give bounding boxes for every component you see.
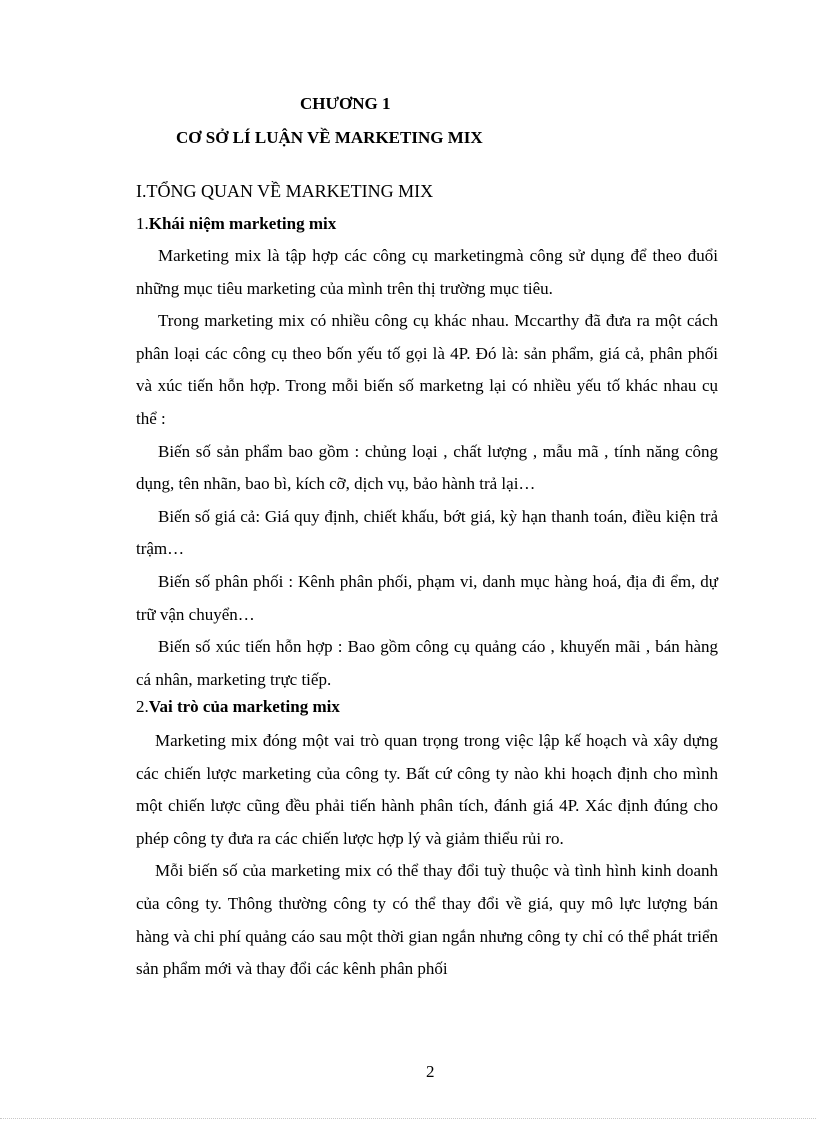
role-body bbox=[136, 725, 718, 986]
subsection-heading-role bbox=[136, 697, 340, 717]
chapter-subtitle: CƠ SỞ LÍ LUẬN VỀ MARKETING MIX bbox=[176, 128, 483, 147]
paragraph: Mỗi biến số của marketing mix có thể thay đổi tuỳ thuộc và tình hình kinh doanh của công ty. Thông thường công ty có thể thay đổi về giá, quy mô lực lượng bán hàng và chi phí quảng cáo sau một thời gian ngắn nhưng công ty chỉ có thể phát triển sản phẩm mới và thay đổi các kênh phân phối bbox=[136, 861, 718, 979]
paragraph: Marketing mix là tập hợp các công cụ marketingmà công sử dụng để theo đuổi những mục tiêu marketing của mình trên thị trường mục tiêu. bbox=[136, 246, 718, 298]
subsection-number: 2. bbox=[136, 697, 149, 716]
chapter-title: CHƯƠNG 1 bbox=[300, 94, 391, 113]
paragraph: Biến số xúc tiến hỗn hợp : Bao gồm công cụ quảng cáo , khuyến mãi , bán hàng cá nhân, marketing trực tiếp. bbox=[136, 637, 718, 689]
paragraph: Marketing mix đóng một vai trò quan trọng trong việc lập kế hoạch và xây dựng các chiến lược marketing của công ty. Bất cứ công ty nào khi hoạch định cho mình một chiến lược cũng đều phải tiến hành phân tích, đánh giá 4P. Xác định đúng cho phép công ty đưa ra các chiến lược hợp lý và giảm thiểu rủi ro. bbox=[136, 731, 718, 848]
concept-body bbox=[136, 240, 718, 696]
subsection-title: Khái niệm marketing mix bbox=[148, 214, 337, 233]
paragraph: Trong marketing mix có nhiều công cụ khác nhau. Mccarthy đã đưa ra một cách phân loại các công cụ theo bốn yếu tố gọi là 4P. Đó là: sản phẩm, giá cả, phân phối và xúc tiến hỗn hợp. Trong mỗi biến số marketng lại có nhiều yếu tố khác nhau cụ thể : bbox=[136, 311, 718, 428]
page-bottom-divider bbox=[0, 1118, 816, 1119]
subsection-number: 1. bbox=[136, 214, 149, 233]
paragraph: Biến số phân phối : Kênh phân phối, phạm vi, danh mục hàng hoá, địa đi ểm, dự trữ vận chuyển… bbox=[136, 571, 718, 624]
paragraph: Biến số sản phẩm bao gồm : chủng loại , chất lượng , mẫu mã , tính năng công dụng, tên nhãn, bao bì, kích cỡ, dịch vụ, bảo hành trả lại… bbox=[136, 441, 718, 494]
section-heading: I.TỔNG QUAN VỀ MARKETING MIX bbox=[136, 181, 434, 201]
page-number: 2 bbox=[426, 1062, 435, 1081]
subsection-title: Vai trò của marketing mix bbox=[148, 697, 340, 716]
subsection-heading-concept bbox=[136, 214, 336, 234]
paragraph: Biến số giá cả: Giá quy định, chiết khấu, bớt giá, kỳ hạn thanh toán, điều kiện trả trậm… bbox=[136, 506, 718, 559]
